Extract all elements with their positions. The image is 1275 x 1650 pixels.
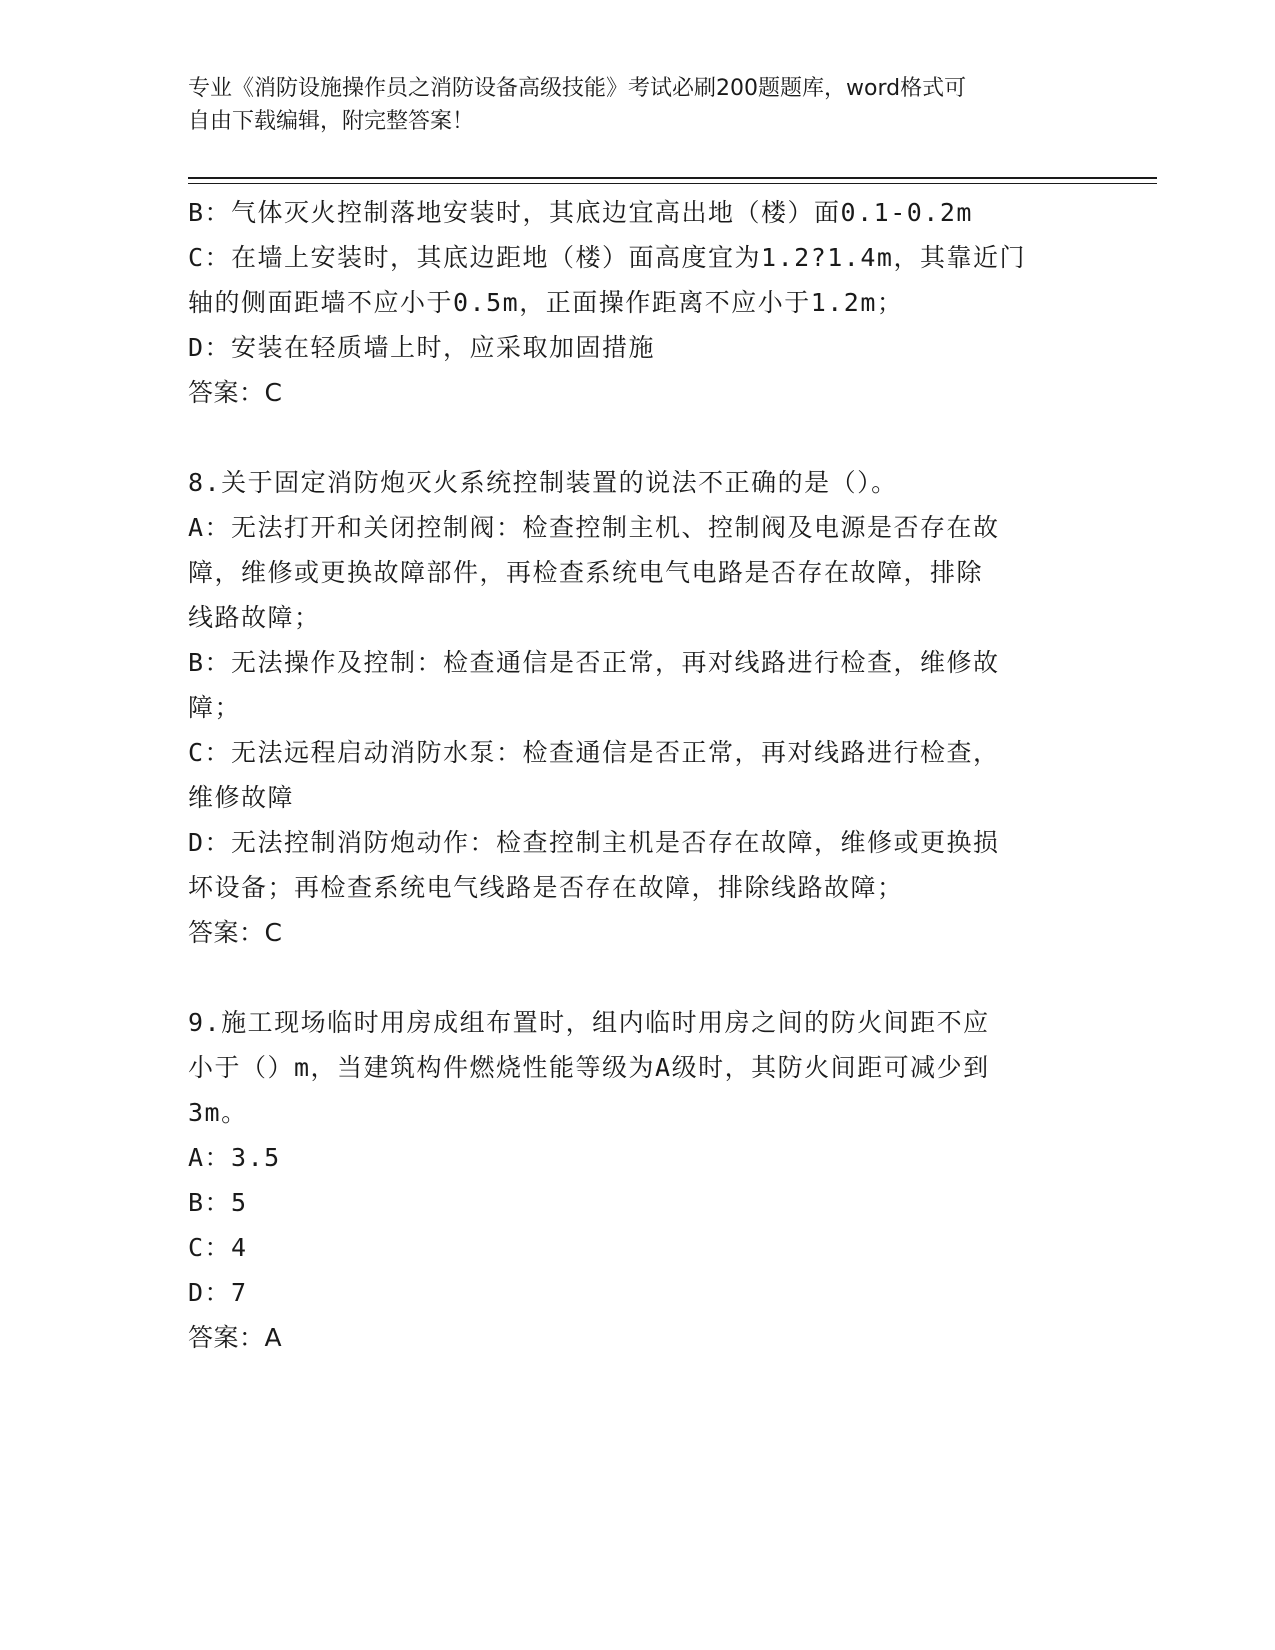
option-a-continued: 线路故障； xyxy=(188,603,321,632)
question-stem-continued: 小于（）m，当建筑构件燃烧性能等级为A级时，其防火间距可减少到 xyxy=(188,1053,990,1082)
answer-label: 答案：C xyxy=(188,378,283,407)
question-stem: 8.关于固定消防炮灭火系统控制装置的说法不正确的是（）。 xyxy=(188,468,898,497)
question-stem: 9.施工现场临时用房成组布置时，组内临时用房之间的防火间距不应 xyxy=(188,1008,990,1037)
spacer xyxy=(188,415,1088,460)
option-c-continued: 维修故障 xyxy=(188,783,295,812)
answer-label: 答案：C xyxy=(188,918,283,947)
option-b: B：无法操作及控制：检查通信是否正常，再对线路进行检查，维修故 xyxy=(188,648,1000,677)
header-divider-thick xyxy=(188,177,1157,179)
option-c: C：4 xyxy=(188,1233,248,1262)
option-b: B：气体灭火控制落地安装时，其底边宜高出地（楼）面0.1-0.2m xyxy=(188,198,973,227)
previous-question-block xyxy=(188,190,1088,415)
header-title-line-2: 自由下载编辑，附完整答案！ xyxy=(188,109,475,134)
question-9-block xyxy=(188,1000,1088,1360)
option-d: D：安装在轻质墙上时，应采取加固措施 xyxy=(188,333,656,362)
option-b-continued: 障； xyxy=(188,693,242,722)
question-8-block xyxy=(188,460,1088,955)
option-a-continued: 障，维修或更换故障部件，再检查系统电气电路是否存在故障，排除 xyxy=(188,558,984,587)
option-a: A：无法打开和关闭控制阀：检查控制主机、控制阀及电源是否存在故 xyxy=(188,513,1000,542)
option-a: A：3.5 xyxy=(188,1143,281,1172)
option-c-continued: 轴的侧面距墙不应小于0.5m，正面操作距离不应小于1.2m； xyxy=(188,288,904,317)
option-d: D：无法控制消防炮动作：检查控制主机是否存在故障，维修或更换损 xyxy=(188,828,1000,857)
option-d: D：7 xyxy=(188,1278,248,1307)
header-title-line-1: 专业《消防设施操作员之消防设备高级技能》考试必刷200题题库，word格式可 xyxy=(188,76,967,101)
question-stem-continued: 3m。 xyxy=(188,1098,248,1127)
option-c: C：在墙上安装时，其底边距地（楼）面高度宜为1.2?1.4m，其靠近门 xyxy=(188,243,1026,272)
option-c: C：无法远程启动消防水泵：检查通信是否正常，再对线路进行检查， xyxy=(188,738,1000,767)
spacer xyxy=(188,955,1088,1000)
option-d-continued: 坏设备；再检查系统电气线路是否存在故障，排除线路故障； xyxy=(188,873,904,902)
question-content xyxy=(188,190,1088,1360)
document-header xyxy=(188,72,1088,138)
option-b: B：5 xyxy=(188,1188,248,1217)
answer-label: 答案：A xyxy=(188,1323,283,1352)
header-divider-thin xyxy=(188,183,1157,184)
